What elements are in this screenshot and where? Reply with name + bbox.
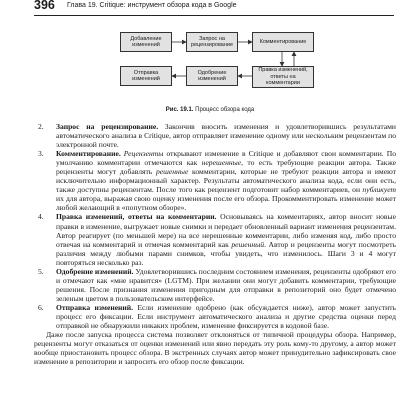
item-number: 4. — [38, 212, 44, 222]
item-emphasis: публикует — [362, 185, 396, 195]
box-add-changes: Добавление изменений — [120, 32, 172, 52]
item-title: Правка изменений, ответы на комментарии. — [56, 212, 217, 222]
item-title: Одобрение изменений. — [56, 266, 134, 276]
item-text: Закончив вносить изменения и удовлетворившись результатами автоматического анализа в Critique, автор отправляет изменение одному или нескольким рецензентам по электронной почте. — [56, 122, 396, 150]
item-emphasis: решенный — [231, 239, 265, 249]
closing-paragraph: Даже после запуска процесса система позволяет отклоняться от типичной процедуры обзора. Например, рецензенты могут отказаться от оценки изменений или явно передать эту роль кому-то другому, а автор может вообще приостановить процесс обзора. В экстренных случаях автор может принудительно зафиксировать свое изменение в репозитории и запросить его обзор после фиксации. — [34, 330, 396, 367]
page-number: 396 — [34, 0, 55, 12]
box-approve-changes: Одобрение изменений — [186, 66, 238, 86]
code-review-diagram — [0, 0, 420, 113]
list-item — [34, 303, 396, 330]
list-item — [34, 212, 396, 266]
list-item — [34, 267, 396, 303]
item-number: 6. — [38, 302, 44, 312]
figure-caption-label: Рис. 19.1. — [165, 107, 194, 113]
figure-caption-text: Процесс обзора кода — [193, 107, 255, 113]
item-text: их для автора, выражая свою оценку изменения после его обзора. Прокомментировать изменение может любой желающий в «попутном обзоре». — [56, 194, 396, 213]
figure-caption — [0, 107, 420, 113]
item-title: Комментирование. — [56, 149, 121, 159]
item-text: комментарии, которые не требуют реакции автора и имеют исключительно информационный характер. Результаты автоматического анализа кода, если они есть, также доступны рецензентам. После того как рецензент подготовит набор комментариев, он — [56, 167, 396, 195]
box-edit-changes: Правка изменений, ответы на комментарии — [252, 66, 314, 88]
diagram-arrows — [0, 0, 420, 110]
box-commenting: Комментирование — [252, 32, 314, 52]
item-number: 5. — [38, 266, 44, 276]
item-number: 2. — [38, 122, 44, 131]
list-item — [34, 149, 396, 212]
item-title: Отправка изменений. — [56, 302, 134, 312]
item-number: 3. — [38, 149, 44, 159]
item-text: . Автор и рецензенты могут посмотреть различия между любыми парами снимков, чтобы увидеть, что изменилось. Шаги 3 и 4 могут повторяться несколько раз. — [56, 239, 396, 267]
item-title: Запрос на рецензирование. — [56, 122, 159, 131]
item-emphasis: решенные — [156, 167, 189, 177]
body-text — [34, 122, 396, 366]
item-text: Удовлетворившись последним состоянием изменения, рецензенты одобряют его и отмечают как «мне нравится» (LGTM). При желании они могут добавить комментарии, требующие решения. После признания изменения пригодным для отправки в репозиторий оно будет отмечено зеленым цветом в пользовательском интерфейсе. — [56, 266, 396, 303]
item-emphasis: Рецензенты — [123, 149, 164, 159]
item-emphasis: нерешенные — [201, 158, 242, 168]
list-item — [34, 122, 396, 149]
item-text: , то есть требующие реакции автора. Также рецензенты могут добавлять — [56, 158, 397, 177]
box-send-changes: Отправка изменений — [120, 66, 172, 86]
box-request-review: Запрос на рецензирование — [186, 32, 238, 52]
item-text: Основываясь на комментариях, автор вносит новые правки в изменение, выгружает новые снимки и передает обновленный вариант изменения рецензентам. Автор реагирует (по меньшей мере) на все нерешенные комментарии, либо изменяя код, либо просто отвечая на комментарий и отмечая комментарий как — [56, 212, 396, 249]
running-title: Глава 19. Critique: инструмент обзора кода в Google — [67, 2, 237, 9]
item-text: Если изменение одобрено (как обсуждается ниже), автор может запустить процесс его фиксации. Если инструмент автоматического анализа и другие средства оценки перед отправкой не обнаружили никаких проблем, изменение фиксируется в кодовой базе. — [56, 302, 396, 331]
item-text: открывают изменение в Critique и добавляют свои комментарии. По умолчанию комментарии отмечаются как — [56, 149, 396, 168]
